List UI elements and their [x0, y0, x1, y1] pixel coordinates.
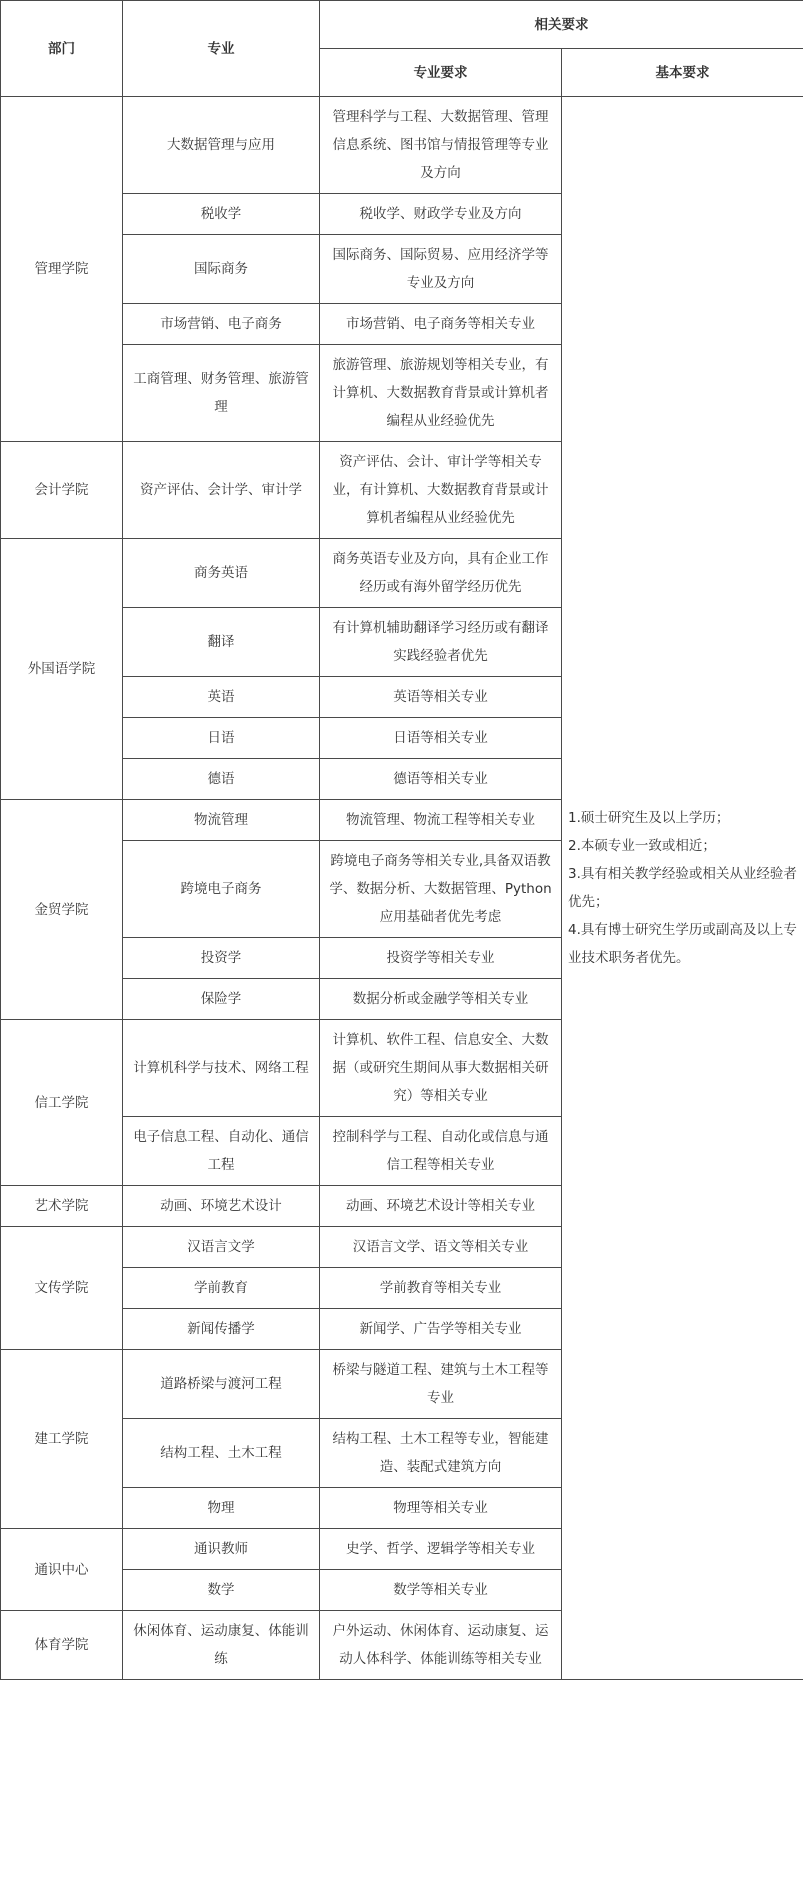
major-requirement-cell: 史学、哲学、逻辑学等相关专业: [320, 1529, 562, 1570]
major-requirement-cell: 国际商务、国际贸易、应用经济学等专业及方向: [320, 235, 562, 304]
major-cell: 新闻传播学: [123, 1309, 320, 1350]
major-cell: 计算机科学与技术、网络工程: [123, 1020, 320, 1117]
major-cell: 保险学: [123, 979, 320, 1020]
dept-cell: 金贸学院: [1, 800, 123, 1020]
major-requirement-cell: 有计算机辅助翻译学习经历或有翻译实践经验者优先: [320, 608, 562, 677]
major-cell: 投资学: [123, 938, 320, 979]
dept-cell: 管理学院: [1, 97, 123, 442]
dept-cell: 通识中心: [1, 1529, 123, 1611]
major-cell: 工商管理、财务管理、旅游管理: [123, 345, 320, 442]
major-cell: 市场营销、电子商务: [123, 304, 320, 345]
major-requirement-cell: 汉语言文学、语文等相关专业: [320, 1227, 562, 1268]
major-requirement-cell: 市场营销、电子商务等相关专业: [320, 304, 562, 345]
dept-cell: 会计学院: [1, 442, 123, 539]
major-requirement-cell: 资产评估、会计、审计学等相关专业，有计算机、大数据教育背景或计算机者编程从业经验优先: [320, 442, 562, 539]
major-requirement-cell: 物流管理、物流工程等相关专业: [320, 800, 562, 841]
major-cell: 英语: [123, 677, 320, 718]
major-requirement-cell: 数据分析或金融学等相关专业: [320, 979, 562, 1020]
major-cell: 翻译: [123, 608, 320, 677]
major-requirement-cell: 投资学等相关专业: [320, 938, 562, 979]
basic-requirement-item: 3.具有相关教学经验或相关从业经验者优先；: [568, 866, 797, 910]
major-requirement-cell: 跨境电子商务等相关专业,具备双语教学、数据分析、大数据管理、Python应用基础者优先考虑: [320, 841, 562, 938]
major-cell: 电子信息工程、自动化、通信工程: [123, 1117, 320, 1186]
dept-cell: 建工学院: [1, 1350, 123, 1529]
table-body: [1, 97, 803, 1680]
major-cell: 结构工程、土木工程: [123, 1419, 320, 1488]
basic-requirement-item: 1.硕士研究生及以上学历；: [568, 810, 730, 826]
major-cell: 道路桥梁与渡河工程: [123, 1350, 320, 1419]
major-requirement-cell: 户外运动、休闲体育、运动康复、运动人体科学、体能训练等相关专业: [320, 1611, 562, 1680]
major-requirement-cell: 税收学、财政学专业及方向: [320, 194, 562, 235]
dept-cell: 外国语学院: [1, 539, 123, 800]
major-cell: 日语: [123, 718, 320, 759]
major-cell: 德语: [123, 759, 320, 800]
major-requirement-cell: 德语等相关专业: [320, 759, 562, 800]
dept-cell: 艺术学院: [1, 1186, 123, 1227]
major-cell: 数学: [123, 1570, 320, 1611]
major-requirement-cell: 新闻学、广告学等相关专业: [320, 1309, 562, 1350]
header-basic-req: 基本要求: [562, 49, 803, 97]
major-cell: 物流管理: [123, 800, 320, 841]
major-cell: 资产评估、会计学、审计学: [123, 442, 320, 539]
major-cell: 物理: [123, 1488, 320, 1529]
major-cell: 休闲体育、运动康复、体能训练: [123, 1611, 320, 1680]
basic-requirement-item: 2.本硕专业一致或相近；: [568, 838, 716, 854]
major-cell: 通识教师: [123, 1529, 320, 1570]
major-cell: 汉语言文学: [123, 1227, 320, 1268]
dept-cell: 信工学院: [1, 1020, 123, 1186]
major-requirement-cell: 控制科学与工程、自动化或信息与通信工程等相关专业: [320, 1117, 562, 1186]
major-requirement-cell: 管理科学与工程、大数据管理、管理信息系统、图书馆与情报管理等专业及方向: [320, 97, 562, 194]
header-related: 相关要求: [320, 1, 803, 49]
basic-requirement-item: 4.具有博士研究生学历或副高及以上专业技术职务者优先。: [568, 922, 797, 966]
dept-cell: 文传学院: [1, 1227, 123, 1350]
major-requirement-cell: 计算机、软件工程、信息安全、大数据（或研究生期间从事大数据相关研究）等相关专业: [320, 1020, 562, 1117]
major-requirement-cell: 桥梁与隧道工程、建筑与土木工程等专业: [320, 1350, 562, 1419]
major-cell: 动画、环境艺术设计: [123, 1186, 320, 1227]
major-requirement-cell: 物理等相关专业: [320, 1488, 562, 1529]
major-cell: 商务英语: [123, 539, 320, 608]
header-major-req: 专业要求: [320, 49, 562, 97]
header-major: 专业: [123, 1, 320, 97]
major-cell: 学前教育: [123, 1268, 320, 1309]
major-cell: 税收学: [123, 194, 320, 235]
major-requirement-cell: 学前教育等相关专业: [320, 1268, 562, 1309]
major-requirement-cell: 结构工程、土木工程等专业，智能建造、装配式建筑方向: [320, 1419, 562, 1488]
header-dept: 部门: [1, 1, 123, 97]
major-cell: 国际商务: [123, 235, 320, 304]
major-requirement-cell: 商务英语专业及方向，具有企业工作经历或有海外留学经历优先: [320, 539, 562, 608]
major-cell: 大数据管理与应用: [123, 97, 320, 194]
major-requirement-cell: 动画、环境艺术设计等相关专业: [320, 1186, 562, 1227]
basic-requirements-cell: [562, 97, 803, 1680]
major-requirement-cell: 数学等相关专业: [320, 1570, 562, 1611]
major-requirement-cell: 英语等相关专业: [320, 677, 562, 718]
table-row: [1, 97, 803, 194]
major-requirement-cell: 旅游管理、旅游规划等相关专业，有计算机、大数据教育背景或计算机者编程从业经验优先: [320, 345, 562, 442]
major-cell: 跨境电子商务: [123, 841, 320, 938]
major-requirement-cell: 日语等相关专业: [320, 718, 562, 759]
dept-cell: 体育学院: [1, 1611, 123, 1680]
